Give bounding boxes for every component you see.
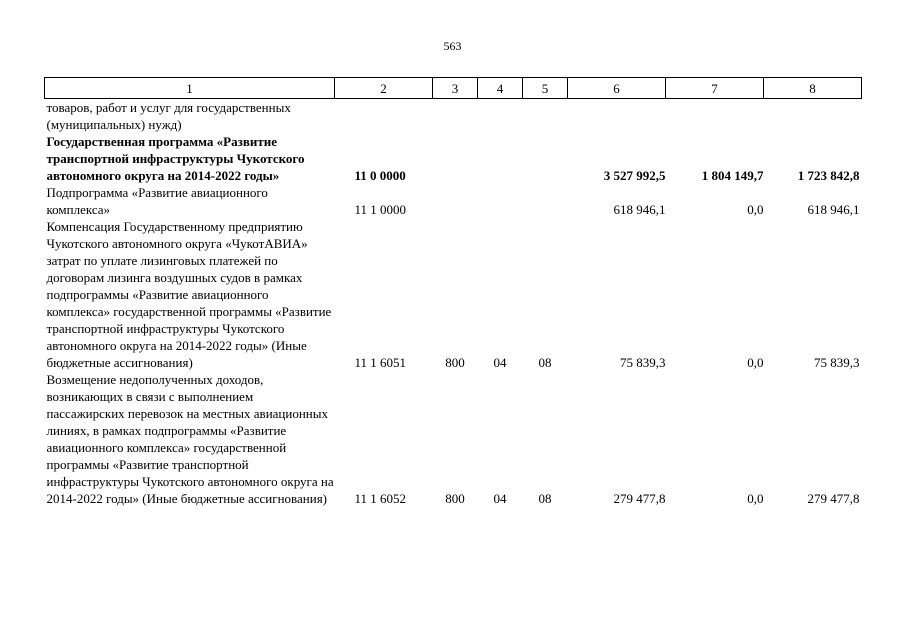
row-section [478,184,523,218]
row-description: Компенсация Государственному предприятию Чукотского автономного округа «ЧукотАВИА» затрат по уплате лизинговых платежей по договорам лизинга воздушных судов в рамках подпрограммы «Развитие авиационного комплекса» государственной программы «Развитие транспортной инфраструктуры Чукотского автономного округа на 2014-2022 годы» (Иные бюджетные ассигнования) [46,219,332,370]
table-row [45,99,862,134]
row-amount-col8: 279 477,8 [807,491,860,506]
row-amount-col7: 0,0 [747,355,764,370]
column-header-2: 2 [335,78,433,99]
column-header-6: 6 [568,78,666,99]
row-amount-col6 [568,99,666,134]
table-row [45,184,862,218]
row-amount-col6: 279 477,8 [613,491,666,506]
table-row [45,371,862,507]
budget-table [44,77,862,507]
row-section [478,99,523,134]
row-target-code: 11 1 6052 [354,491,407,506]
row-target-code: 11 1 0000 [354,202,407,217]
column-header-1: 1 [45,78,335,99]
row-subsection [523,184,568,218]
row-amount-col7: 1 804 149,7 [701,168,764,183]
row-description: Возмещение недополученных доходов, возникающих в связи с выполнением пассажирских перевозок на местных авиационных линиях, в рамках подпрограммы «Развитие авиационного комплекса» государственной программы «Развитие транспортной инфраструктуры Чукотского автономного округа на 2014-2022 годы» (Иные бюджетные ассигнования) [46,372,334,506]
column-header-4: 4 [478,78,523,99]
row-amount-col6: 618 946,1 [613,202,666,217]
table-row [45,133,862,184]
row-target-code: 11 1 6051 [354,355,407,370]
row-description: товаров, работ и услуг для государственных (муниципальных) нужд) [46,100,291,132]
column-header-5: 5 [523,78,568,99]
row-amount-col7 [666,99,764,134]
row-target-code: 11 0 0000 [354,168,406,183]
row-subsection: 08 [538,355,552,370]
row-subsection [523,133,568,184]
row-section: 04 [493,491,507,506]
row-subsection: 08 [538,491,552,506]
row-description: Государственная программа «Развитие транспортной инфраструктуры Чукотского автономного округа на 2014-2022 годы» [46,134,305,183]
page-number: 563 [443,39,462,53]
row-expense-type [433,99,478,134]
row-subsection [523,99,568,134]
row-amount-col8: 1 723 842,8 [797,168,860,183]
row-amount-col7: 0,0 [747,202,764,217]
row-expense-type [433,133,478,184]
row-amount-col7: 0,0 [747,491,764,506]
table-row [45,218,862,371]
row-section [478,133,523,184]
row-amount-col8: 618 946,1 [807,202,860,217]
row-expense-type: 800 [445,355,465,370]
column-header-3: 3 [433,78,478,99]
row-amount-col6: 3 527 992,5 [603,168,666,183]
row-amount-col8: 75 839,3 [814,355,860,370]
row-target-code [335,99,433,134]
row-description: Подпрограмма «Развитие авиационного комплекса» [46,185,268,217]
row-amount-col8 [764,99,862,134]
row-amount-col6: 75 839,3 [620,355,666,370]
column-header-7: 7 [666,78,764,99]
row-expense-type: 800 [445,491,465,506]
column-header-8: 8 [764,78,862,99]
column-number-header-row [45,78,862,99]
row-section: 04 [493,355,507,370]
row-expense-type [433,184,478,218]
